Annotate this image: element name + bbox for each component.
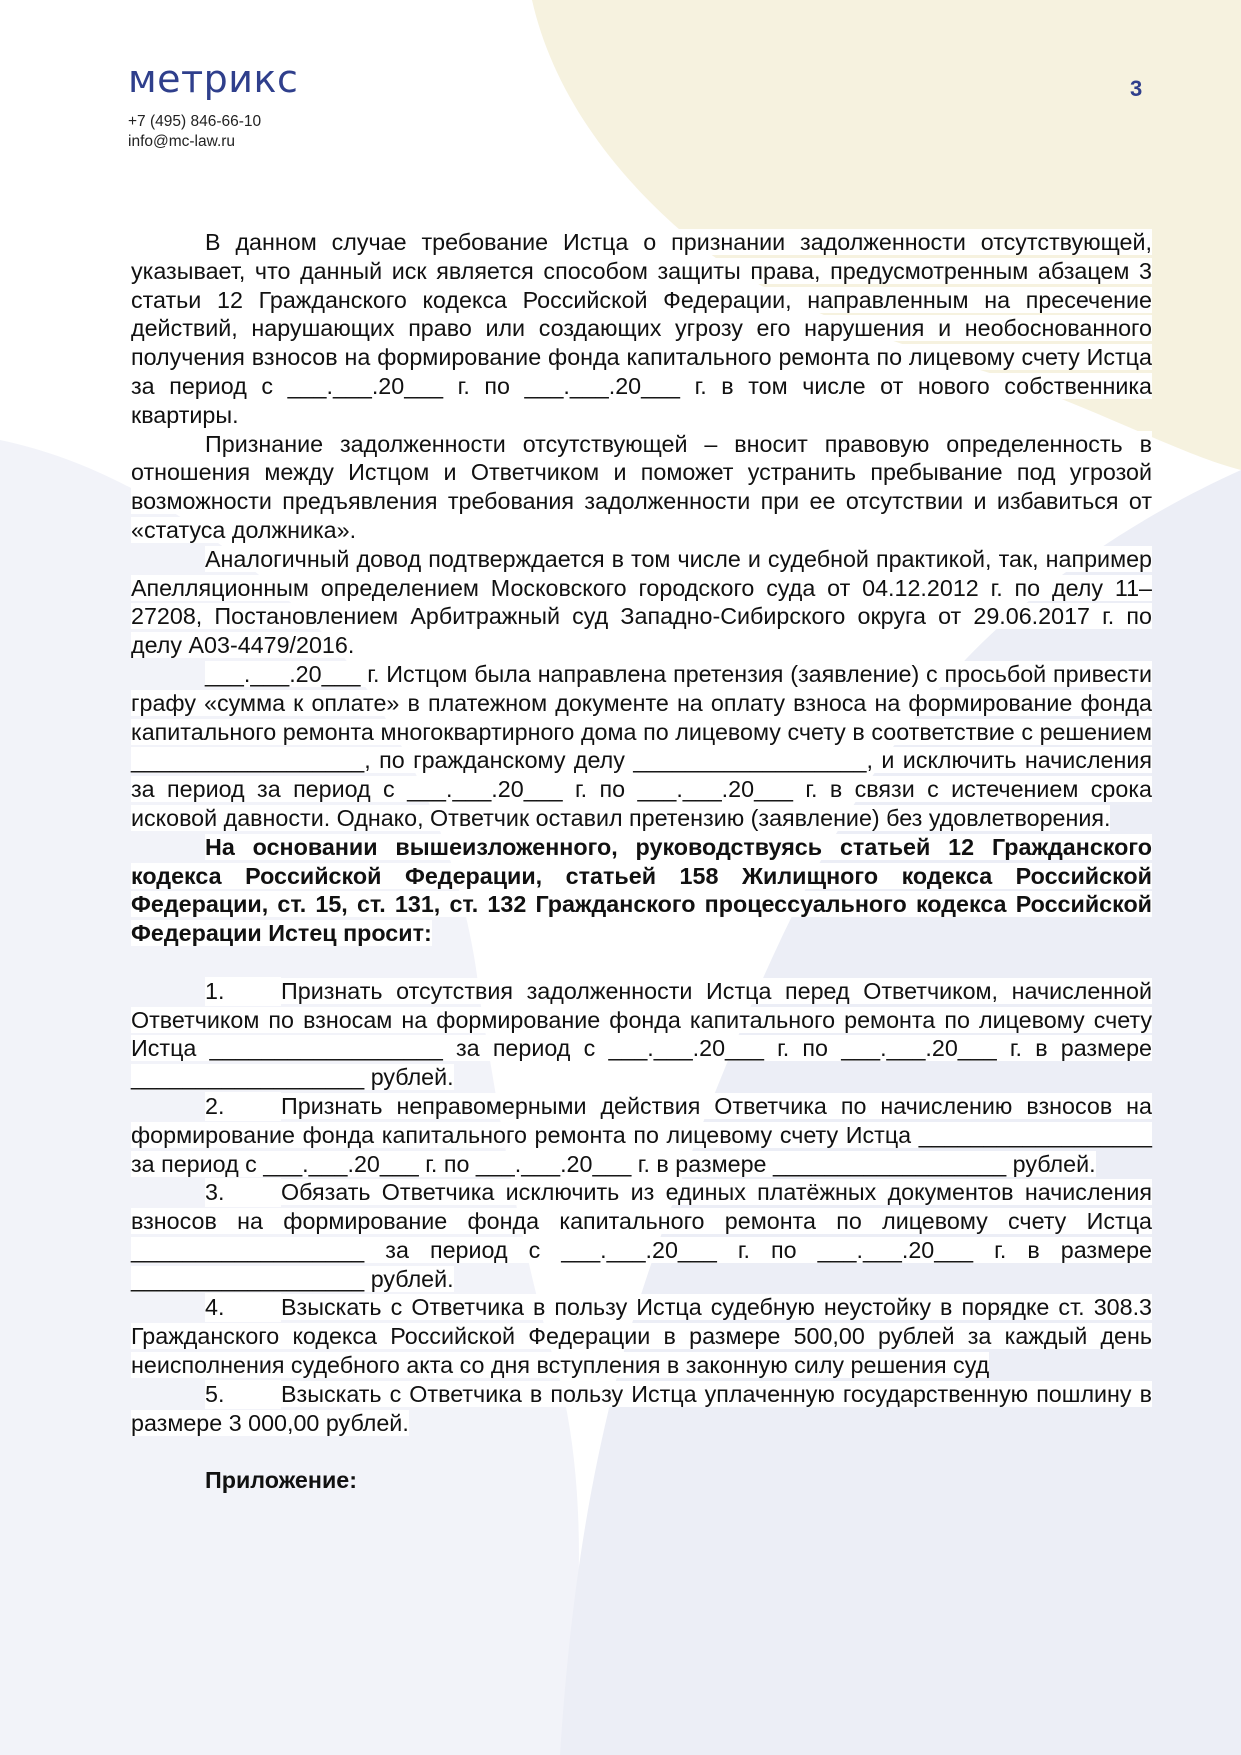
request-item: 4. Взыскать с Ответчика в пользу Истца судебную неустойку в порядке ст. 308.3 Гражданского кодекса Российской Федерации в размере 500,00 рублей за каждый день неисполнения судебного акта со дня вступления в законную силу решения суд [131,1294,1152,1379]
company-logo: метрикс [128,57,299,101]
header-contacts [128,112,261,152]
request-item: 3. Обязать Ответчика исключить из единых платёжных документов начисления взносов на формирование фонда капитального ремонта по лицевому счету Истца __________________ за период с ___.___.20___ г. по ___.___.20___ г. в размере __________________ рублей. [131,1179,1152,1292]
paragraph-request-intro: На основании вышеизложенного, руководствуясь статьей 12 Гражданского кодекса Российской Федерации, статьей 158 Жилищного кодекса Российской Федерации, ст. 15, ст. 131, ст. 132 Гражданского процессуального кодекса Российской Федерации Истец просит: [131,833,1152,947]
spacer [131,1437,1152,1466]
spacer [131,948,1152,977]
request-item: 1. Признать отсутствия задолженности Истца перед Ответчиком, начисленной Ответчиком по взносам на формирование фонда капитального ремонта по лицевому счету Истца __________________ за период с ___.___.20___ г. по ___.___.20___ г. в размере __________________ рублей. [131,977,1152,1091]
request-item: 5. Взыскать с Ответчика в пользу Истца уплаченную государственную пошлину в размере 3 000,00 рублей. [131,1380,1152,1436]
company-phone: +7 (495) 846-66-10 [128,113,262,130]
paragraph-claim-basis: В данном случае требование Истца о признании задолженности отсутствующей, указывает, что данный иск является способом защиты права, предусмотренным абзацем 3 статьи 12 Гражданского кодекса Российской Федерации, направленным на пресечение действий, нарушающих право или создающих угрозу его нарушения и необоснованного получения взносов на формирование фонда капитального ремонта по лицевому счету Истца за период с ___.___.20___ г. по ___.___.20___ г. в том числе от нового собственника квартиры. [131,229,1152,428]
paragraph-legal-certainty: Признание задолженности отсутствующей – вносит правовую определенность в отношения между Истцом и Ответчиком и поможет устранить пребывание под угрозой возможности предъявления требования задолженности при ее отсутствии и избавиться от «статуса должника». [131,430,1152,543]
request-item: 2. Признать неправомерными действия Ответчика по начислению взносов на формирование фонда капитального ремонта по лицевому счету Истца __________________ за период с ___.___.20___ г. по ___.___.20___ г. в размере __________________ рублей. [131,1092,1152,1177]
company-email: info@mc-law.ru [128,133,236,150]
page-number: 3 [1130,76,1143,101]
paragraph-court-practice: Аналогичный довод подтверждается в том числе и судебной практикой, так, например Апелляционным определением Московского городского суда от 04.12.2012 г. по делу 11–27208, Постановлением Арбитражный суд Западно-Сибирского округа от 29.06.2017 г. по делу А03-4479/2016. [131,545,1152,659]
paragraph-pretension: ___.___.20___ г. Истцом была направлена претензия (заявление) с просьбой привести графу «сумма к оплате» в платежном документе на оплату взноса на формирование фонда капитального ремонта многоквартирного дома по лицевому счету в соответствие с решением __________________, по гражданскому делу __________________, и исключить начисления за период за период с ___.___.20___ г. по ___.___.20___ г. в связи с истечением срока исковой давности. Однако, Ответчик оставил претензию (заявление) без удовлетворения. [131,660,1152,831]
document-body [131,228,1152,1495]
attachments-heading: Приложение: [205,1467,357,1494]
